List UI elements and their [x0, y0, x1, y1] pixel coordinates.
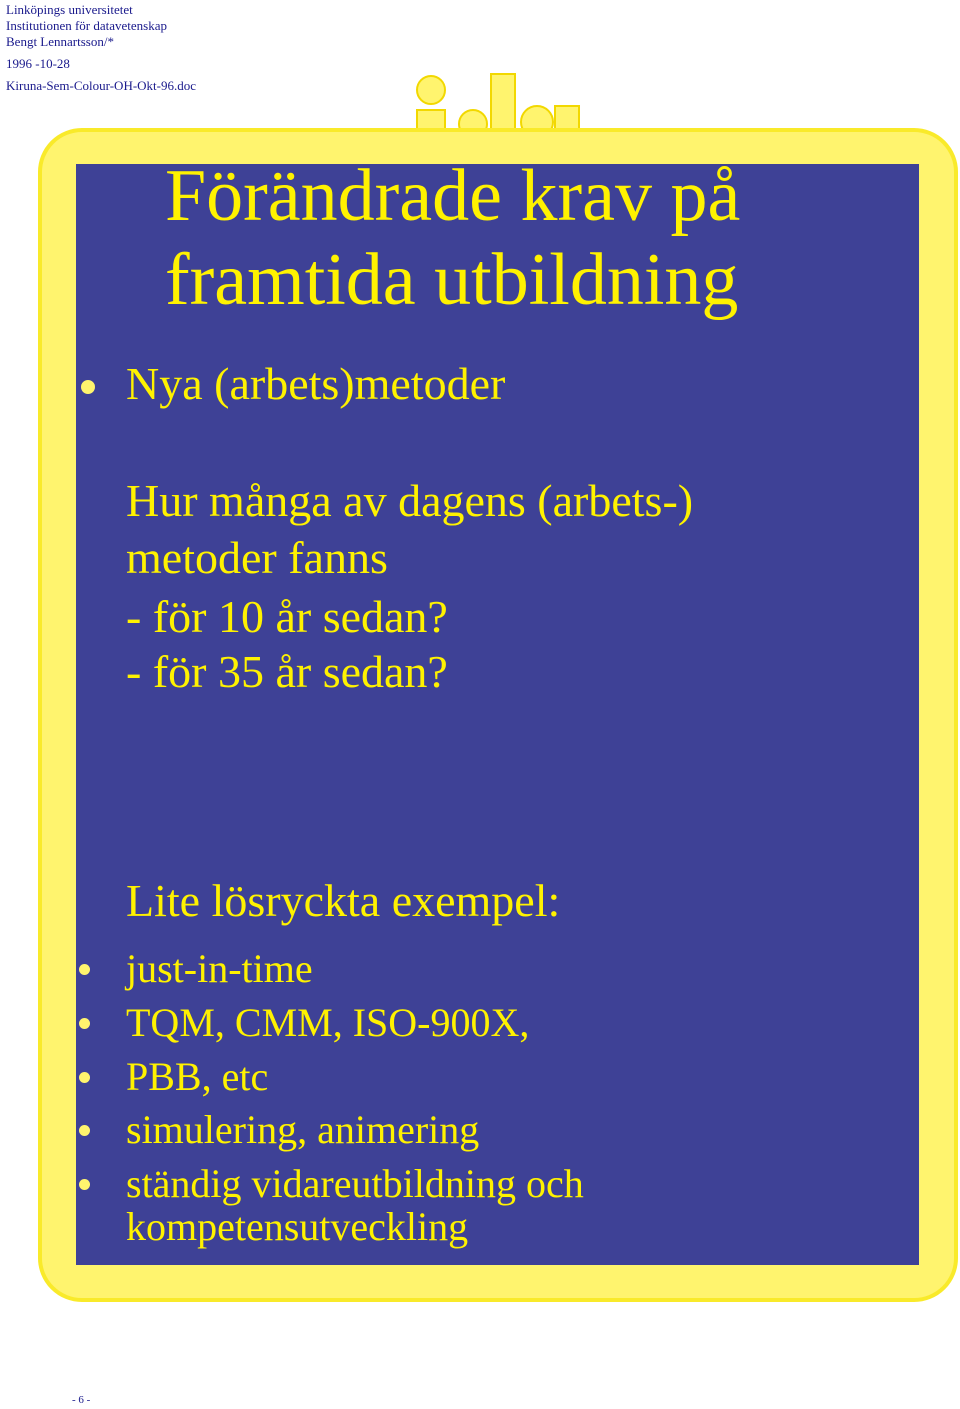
header-filename: Kiruna-Sem-Colour-OH-Okt-96.doc [6, 78, 197, 93]
bullet-icon [79, 1072, 90, 1083]
example-item: ständig vidareutbildning och [126, 1161, 584, 1206]
header-department: Institutionen för datavetenskap [6, 18, 168, 33]
question-line-2: metoder fanns [126, 532, 388, 583]
example-item: PBB, etc [126, 1054, 269, 1099]
title-line-2: framtida utbildning [165, 239, 739, 321]
example-item-continuation: kompetensutveckling [126, 1204, 469, 1249]
document-header [6, 2, 196, 94]
example-item: simulering, animering [126, 1107, 480, 1152]
header-author: Bengt Lennartsson/* [6, 34, 114, 49]
page-number: - 6 - [72, 1394, 91, 1406]
header-date: 1996 -10-28 [6, 56, 70, 71]
bullet-icon [79, 1125, 90, 1136]
example-item: just-in-time [126, 946, 313, 991]
example-item: TQM, CMM, ISO-900X, [126, 1000, 530, 1045]
bullet-icon [79, 1179, 90, 1190]
main-bullet-text: Nya (arbets)metoder [126, 358, 506, 409]
slide-title [165, 154, 945, 322]
bullet-icon [81, 380, 95, 394]
question-line-3: - för 10 år sedan? [126, 591, 448, 642]
question-line-1: Hur många av dagens (arbets-) [126, 475, 694, 526]
title-line-1: Förändrade krav på [165, 155, 741, 237]
bullet-icon [79, 964, 90, 975]
question-line-4: - för 35 år sedan? [126, 646, 448, 697]
header-university: Linköpings universitetet [6, 2, 133, 17]
bullet-icon [79, 1018, 90, 1029]
examples-heading: Lite lösryckta exempel: [126, 875, 561, 926]
